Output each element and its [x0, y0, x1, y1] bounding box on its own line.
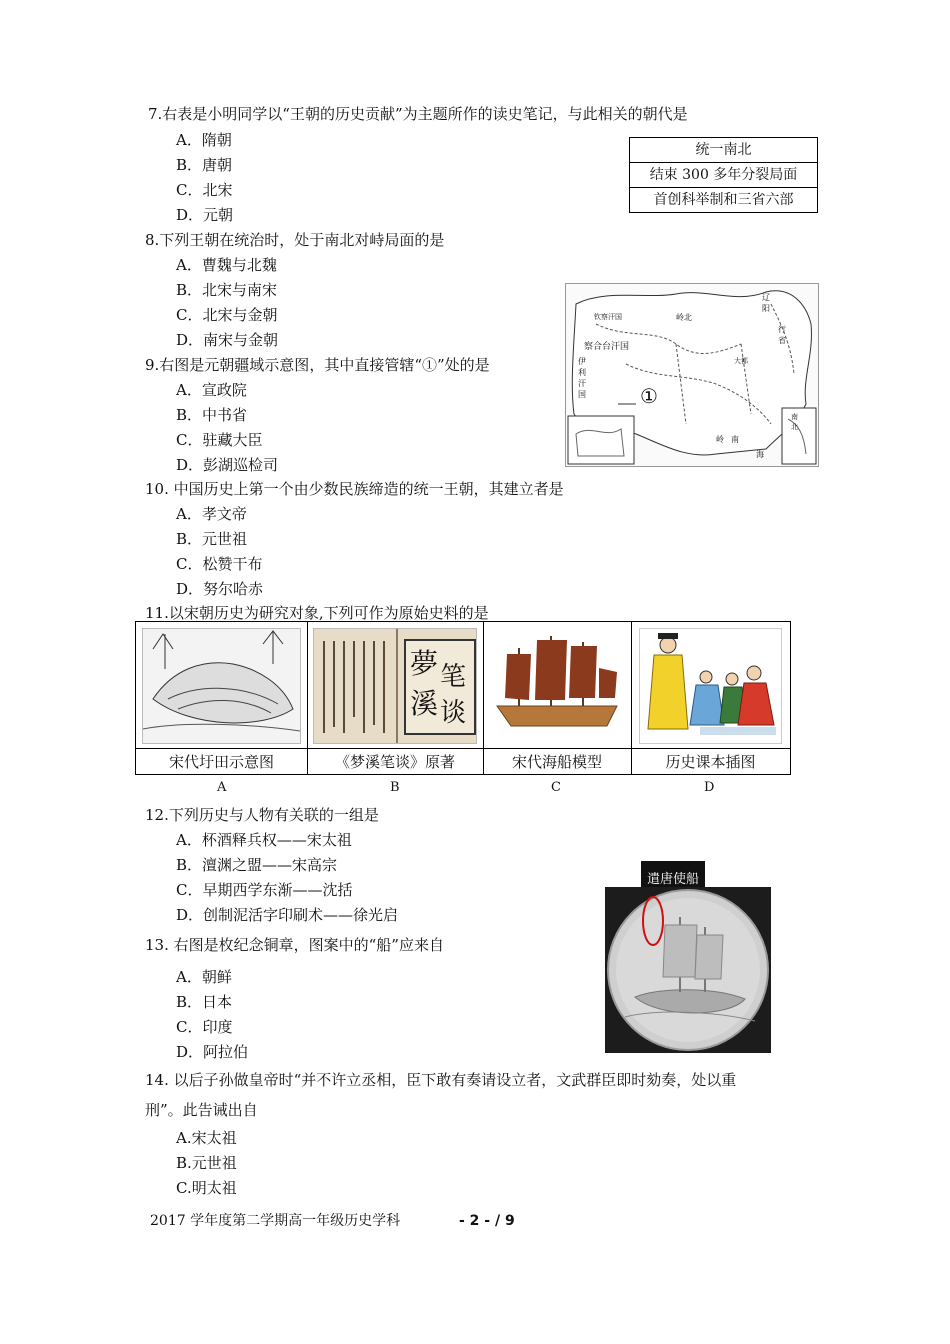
ship-drawing — [489, 628, 625, 742]
q14-option-c: C.明太祖 — [176, 1179, 237, 1197]
q7-option-a: A．隋朝 — [176, 131, 232, 149]
q11-letter-c: C — [551, 780, 561, 795]
map-label: 伊利汗国 — [578, 357, 586, 399]
map-marker-1: ① — [640, 384, 658, 408]
map-label: 察合台汗国 — [584, 342, 630, 352]
q7-option-c: C．北宋 — [176, 181, 233, 199]
q9-option-b: B．中书省 — [176, 406, 248, 424]
q8-option-b: B．北宋与南宋 — [176, 281, 278, 299]
map-label: 辽阳 — [762, 293, 770, 313]
q12-stem: 12.下列历史与人物有关联的一组是 — [145, 806, 379, 824]
q11-caption-d: 历史课本插图 — [631, 748, 790, 775]
commemorative-medal-image — [605, 887, 771, 1053]
footer-title: 2017 学年度第二学期高一年级历史学科 — [150, 1213, 401, 1229]
q11-letter-b: B — [390, 780, 400, 795]
q12-option-c: C．早期西学东渐——沈括 — [176, 881, 353, 899]
medal-drawing — [605, 887, 771, 1053]
q11-caption-c: 宋代海船模型 — [483, 748, 631, 775]
q13-option-d: D．阿拉伯 — [176, 1043, 249, 1061]
q11-stem: 11.以宋朝历史为研究对象,下列可作为原始史料的是 — [145, 604, 489, 622]
yuan-territory-map — [565, 283, 819, 467]
q7-table-row: 结束 300 多年分裂局面 — [630, 163, 817, 188]
book-glyph: 笔 — [440, 662, 467, 692]
q9-stem: 9.右图是元朝疆域示意图，其中直接管辖“①”处的是 — [145, 356, 490, 374]
page-number: - 2 - / 9 — [459, 1213, 515, 1229]
q10-option-d: D．努尔哈赤 — [176, 580, 264, 598]
q11-image-d — [631, 622, 790, 774]
mengxi-bitan-book — [313, 628, 477, 744]
q12-option-d: D．创制泥活字印刷术——徐光启 — [176, 906, 399, 924]
q7-notes-table — [629, 137, 818, 213]
q8-stem: 8.下列王朝在统治时，处于南北对峙局面的是 — [145, 231, 445, 249]
map-label: 大都 — [734, 357, 748, 365]
q13-option-b: B．日本 — [176, 993, 233, 1011]
q11-image-a — [136, 622, 308, 774]
q14-stem-line1: 14. 以后子孙做皇帝时“并不许立丞相，臣下敢有奏请设立者，文武群臣即时劾奏，处以重 — [145, 1071, 737, 1089]
q8-option-a: A．曹魏与北魏 — [176, 256, 277, 274]
q10-option-c: C．松赞干布 — [176, 555, 263, 573]
q11-letter-a: A — [217, 780, 227, 795]
map-label: 海 — [756, 450, 764, 459]
q10-stem: 10. 中国历史上第一个由少数民族缔造的统一王朝，其建立者是 — [145, 480, 564, 498]
q7-option-d: D．元朝 — [176, 206, 234, 224]
q7-option-b: B．唐朝 — [176, 156, 233, 174]
polder-drawing — [143, 629, 300, 741]
book-glyph: 谈 — [440, 698, 467, 728]
q11-image-table — [135, 621, 791, 775]
map-label: 钦察汗国 — [594, 313, 622, 321]
map-label: 岭 — [716, 435, 724, 444]
q8-option-d: D．南宋与金朝 — [176, 331, 279, 349]
q7-table-row: 首创科举制和三省六部 — [653, 192, 794, 208]
q9-option-a: A．宣政院 — [176, 381, 247, 399]
medal-caption: 遣唐使船 — [641, 861, 705, 887]
q11-image-b — [307, 622, 484, 774]
q11-letter-d: D — [704, 780, 715, 795]
map-label: 南 — [731, 435, 739, 444]
q14-option-a: A.宋太祖 — [176, 1129, 237, 1147]
q13-option-a: A．朝鲜 — [176, 968, 232, 986]
page-footer — [150, 1210, 515, 1230]
q9-option-d: D．彭湖巡检司 — [176, 456, 279, 474]
book-text-columns — [318, 637, 392, 737]
q11-image-c — [483, 622, 632, 774]
book-glyph: 溪 — [410, 687, 439, 720]
q10-option-a: A．孝文帝 — [176, 505, 247, 523]
q13-stem: 13. 右图是枚纪念铜章，图案中的“船”应来自 — [145, 936, 444, 954]
textbook-illustration — [639, 628, 782, 744]
q13-option-c: C．印度 — [176, 1018, 233, 1036]
q11-caption-a: 宋代圩田示意图 — [136, 748, 307, 775]
q14-option-b: B.元世祖 — [176, 1154, 237, 1172]
q14-stem-line2: 刑”。此告诫出自 — [145, 1101, 258, 1119]
q12-option-b: B．澶渊之盟——宋高宗 — [176, 856, 338, 874]
q7-table-row: 统一南北 — [630, 138, 817, 163]
textbook-drawing — [640, 629, 781, 741]
map-label: 南北 — [791, 413, 798, 431]
map-label: 岭北 — [676, 313, 692, 322]
song-ship-model — [489, 628, 625, 742]
q11-caption-b: 《梦溪笔谈》原著 — [307, 748, 483, 775]
book-glyph: 夢 — [410, 647, 439, 680]
q9-option-c: C．驻藏大臣 — [176, 431, 263, 449]
polder-field-illustration — [142, 628, 301, 744]
q8-option-c: C．北宋与金朝 — [176, 306, 278, 324]
map-label: 行省 — [778, 325, 786, 345]
q12-option-a: A．杯酒释兵权——宋太祖 — [176, 831, 352, 849]
q10-option-b: B．元世祖 — [176, 530, 248, 548]
q7-stem: 7.右表是小明同学以“王朝的历史贡献”为主题所作的读史笔记，与此相关的朝代是 — [148, 105, 688, 123]
